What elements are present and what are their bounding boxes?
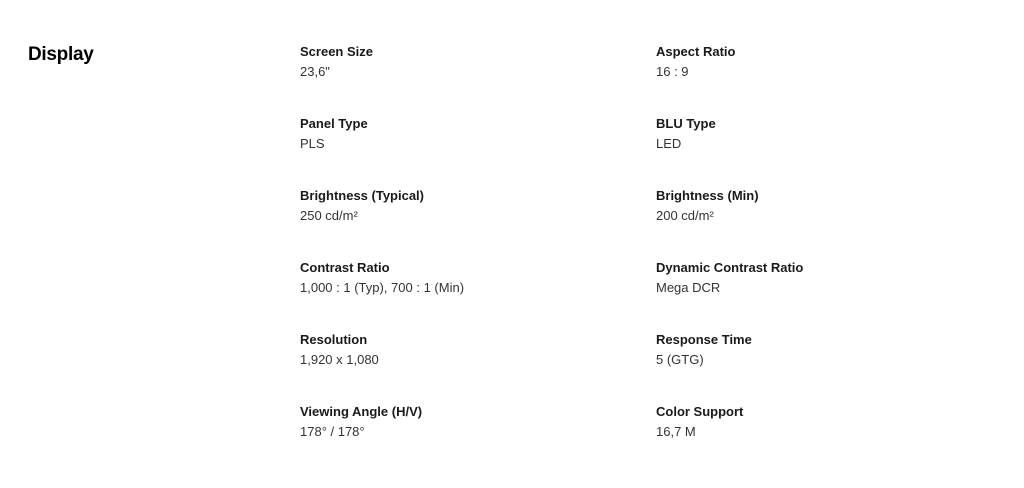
spec-value: 16,7 M xyxy=(656,424,696,439)
spec-brightness-typical xyxy=(300,188,656,260)
spec-panel-type xyxy=(300,116,656,188)
spec-value: PLS xyxy=(300,136,325,151)
spec-label: Aspect Ratio xyxy=(656,44,736,59)
spec-color-support xyxy=(656,404,1000,476)
section-title: Display xyxy=(28,44,94,65)
spec-value: 250 cd/m² xyxy=(300,208,358,223)
spec-resolution xyxy=(300,332,656,404)
spec-value: 1,920 x 1,080 xyxy=(300,352,379,367)
spec-value: 1,000 : 1 (Typ), 700 : 1 (Min) xyxy=(300,280,465,295)
spec-label: Dynamic Contrast Ratio xyxy=(656,260,804,275)
spec-value: Mega DCR xyxy=(656,280,721,295)
spec-label: BLU Type xyxy=(656,116,716,131)
spec-label: Contrast Ratio xyxy=(300,260,390,275)
spec-label: Brightness (Min) xyxy=(656,188,759,203)
spec-grid xyxy=(300,44,1000,476)
spec-value: 178° / 178° xyxy=(300,424,365,439)
spec-viewing-angle xyxy=(300,404,656,476)
spec-value: 5 (GTG) xyxy=(656,352,704,367)
spec-label: Viewing Angle (H/V) xyxy=(300,404,423,419)
spec-aspect-ratio xyxy=(656,44,1000,116)
spec-label: Color Support xyxy=(656,404,744,419)
spec-brightness-min xyxy=(656,188,1000,260)
spec-label: Brightness (Typical) xyxy=(300,188,425,203)
spec-value: 23,6" xyxy=(300,64,330,79)
spec-screen-size xyxy=(300,44,656,116)
spec-value: 16 : 9 xyxy=(656,64,689,79)
spec-value: 200 cd/m² xyxy=(656,208,714,223)
spec-label: Response Time xyxy=(656,332,752,347)
spec-blu-type xyxy=(656,116,1000,188)
spec-response-time xyxy=(656,332,1000,404)
spec-value: LED xyxy=(656,136,682,151)
spec-dynamic-contrast-ratio xyxy=(656,260,1000,332)
spec-label: Panel Type xyxy=(300,116,368,131)
spec-label: Resolution xyxy=(300,332,368,347)
spec-label: Screen Size xyxy=(300,44,373,59)
spec-contrast-ratio xyxy=(300,260,656,332)
